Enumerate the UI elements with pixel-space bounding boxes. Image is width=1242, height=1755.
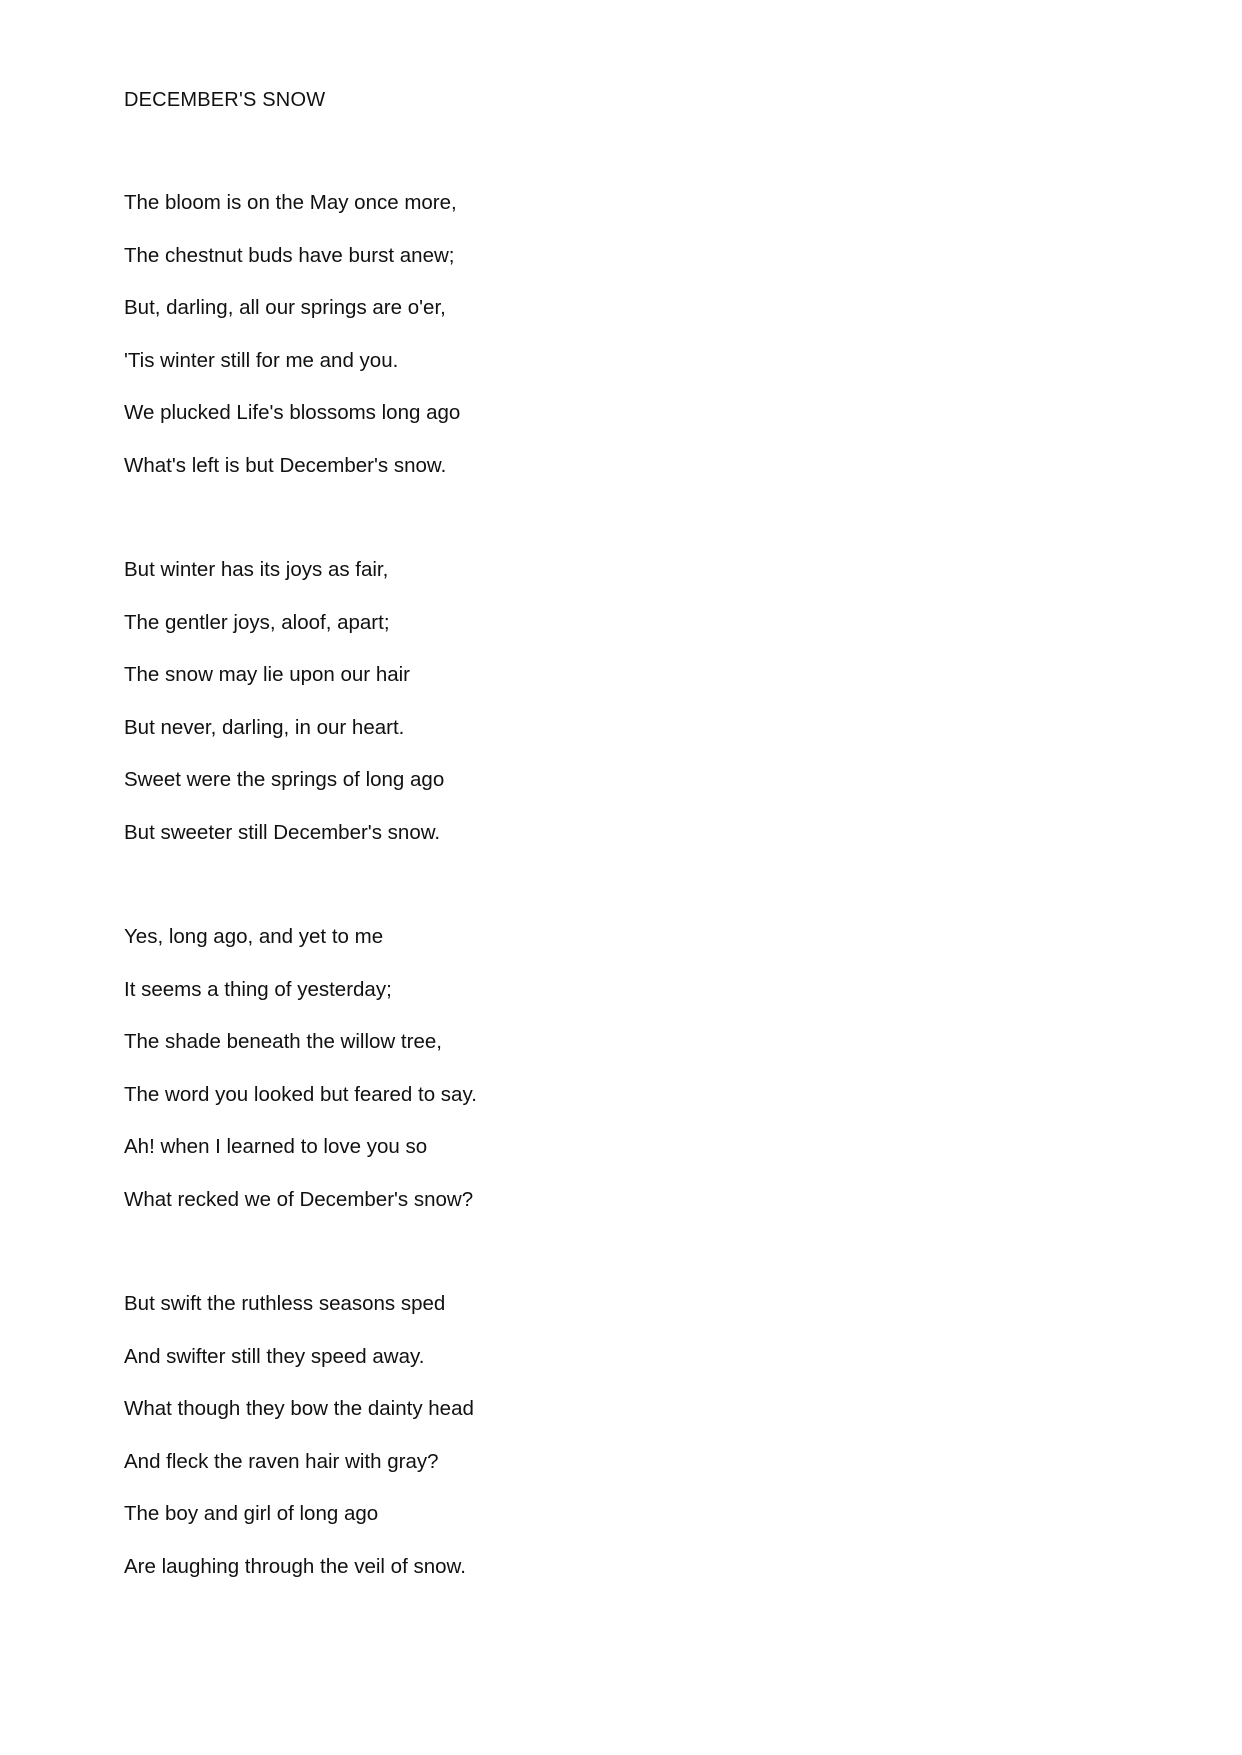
verse-line: The bloom is on the May once more, [124, 191, 457, 214]
verse-line: Sweet were the springs of long ago [124, 768, 445, 792]
poem-title: DECEMBER'S SNOW [124, 89, 326, 111]
verse-line: Yes, long ago, and yet to me [124, 925, 384, 948]
verse-line: The chestnut buds have burst anew; [124, 243, 455, 267]
verse-line: It seems a thing of yesterday; [124, 977, 392, 1001]
verse-line: The boy and girl of long ago [124, 1502, 379, 1526]
verse-line: What's left is but December's snow. [124, 453, 447, 477]
verse-line: But never, darling, in our heart. [124, 715, 405, 739]
verse-line: The gentler joys, aloof, apart; [124, 610, 390, 634]
verse-line: And fleck the raven hair with gray? [124, 1449, 439, 1473]
verse-line: But winter has its joys as fair, [124, 558, 389, 581]
verse-line: Ah! when I learned to love you so [124, 1135, 428, 1159]
verse-line: And swifter still they speed away. [124, 1344, 425, 1368]
verse-line: But sweeter still December's snow. [124, 820, 441, 844]
stanza-3 [124, 923, 477, 1239]
verse-line: 'Tis winter still for me and you. [124, 348, 399, 372]
verse-line: But, darling, all our springs are o'er, [124, 296, 446, 320]
verse-line: What recked we of December's snow? [124, 1187, 474, 1211]
stanza-2 [124, 556, 444, 872]
stanza-4 [124, 1290, 474, 1606]
verse-line: The snow may lie upon our hair [124, 663, 411, 687]
verse-line: The word you looked but feared to say. [124, 1082, 477, 1106]
verse-line: But swift the ruthless seasons sped [124, 1292, 446, 1315]
verse-line: The shade beneath the willow tree, [124, 1030, 442, 1054]
stanza-1 [124, 189, 460, 505]
verse-line: Are laughing through the veil of snow. [124, 1554, 466, 1578]
verse-line: What though they bow the dainty head [124, 1397, 474, 1421]
verse-line: We plucked Life's blossoms long ago [124, 401, 461, 425]
